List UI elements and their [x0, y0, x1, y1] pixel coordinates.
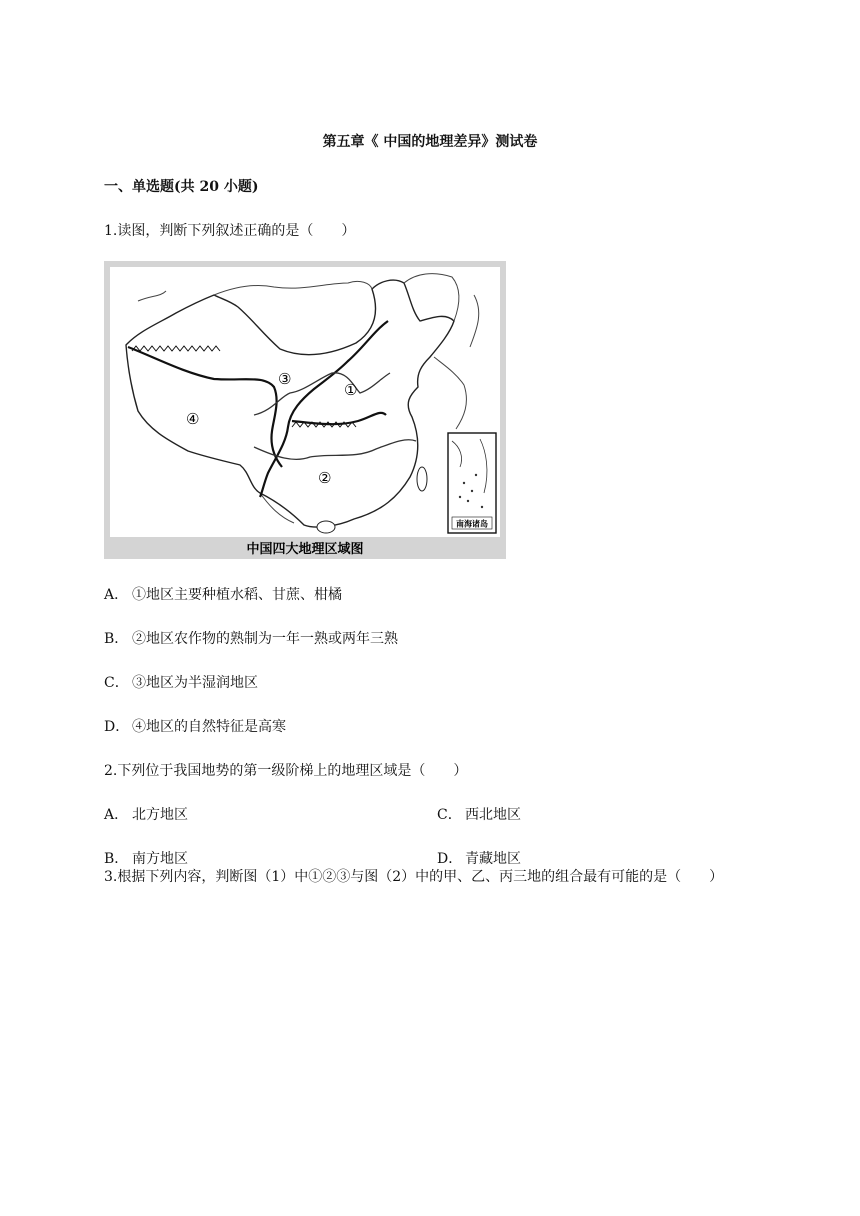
region-label-1: ①: [344, 381, 358, 399]
q2-option-a: [104, 804, 188, 824]
q1-option-a: [104, 584, 342, 604]
section-heading: 一、单选题(共 20 小题): [104, 179, 259, 195]
region-label-4: ④: [186, 410, 200, 428]
option-text: ③地区为半湿润地区: [132, 675, 258, 691]
option-letter: B．: [104, 851, 129, 867]
option-letter: A．: [104, 587, 129, 603]
question-2-stem: 2.下列位于我国地势的第一级阶梯上的地理区域是（ ）: [104, 763, 468, 779]
q1-option-b: [104, 628, 398, 648]
page-title: 第五章《 中国的地理差异》测试卷: [322, 134, 538, 150]
q2-option-d: [437, 848, 521, 868]
question-3-stem: 3.根据下列内容，判断图（1）中①②③与图（2）中的甲、乙、丙三地的组合最有可能的是（ ）: [104, 869, 724, 885]
option-text: 西北地区: [465, 807, 521, 823]
option-letter: A．: [104, 807, 129, 823]
option-letter: B．: [104, 631, 129, 647]
q1-option-d: [104, 716, 286, 736]
option-letter: C．: [104, 675, 129, 691]
option-text: ②地区农作物的熟制为一年一熟或两年三熟: [132, 631, 398, 647]
q2-option-b: [104, 848, 188, 868]
option-text: 北方地区: [132, 807, 188, 823]
option-text: ①地区主要种植水稻、甘蔗、柑橘: [132, 587, 342, 603]
china-regions-map: [104, 261, 506, 559]
q1-option-c: [104, 672, 258, 692]
option-letter: C．: [437, 807, 462, 823]
option-letter: D．: [104, 719, 130, 735]
region-label-2: ②: [318, 469, 332, 487]
map-caption: 中国四大地理区域图: [246, 542, 364, 557]
question-1-stem: 1.读图，判断下列叙述正确的是（ ）: [104, 223, 356, 239]
option-text: 南方地区: [132, 851, 188, 867]
option-text: ④地区的自然特征是高寒: [132, 719, 286, 735]
map-panel: [110, 267, 500, 537]
option-text: 青藏地区: [465, 851, 521, 867]
q2-option-c: [437, 804, 521, 824]
region-label-3: ③: [278, 370, 292, 388]
inset-label: 南海诸岛: [456, 519, 488, 529]
option-letter: D．: [437, 851, 463, 867]
